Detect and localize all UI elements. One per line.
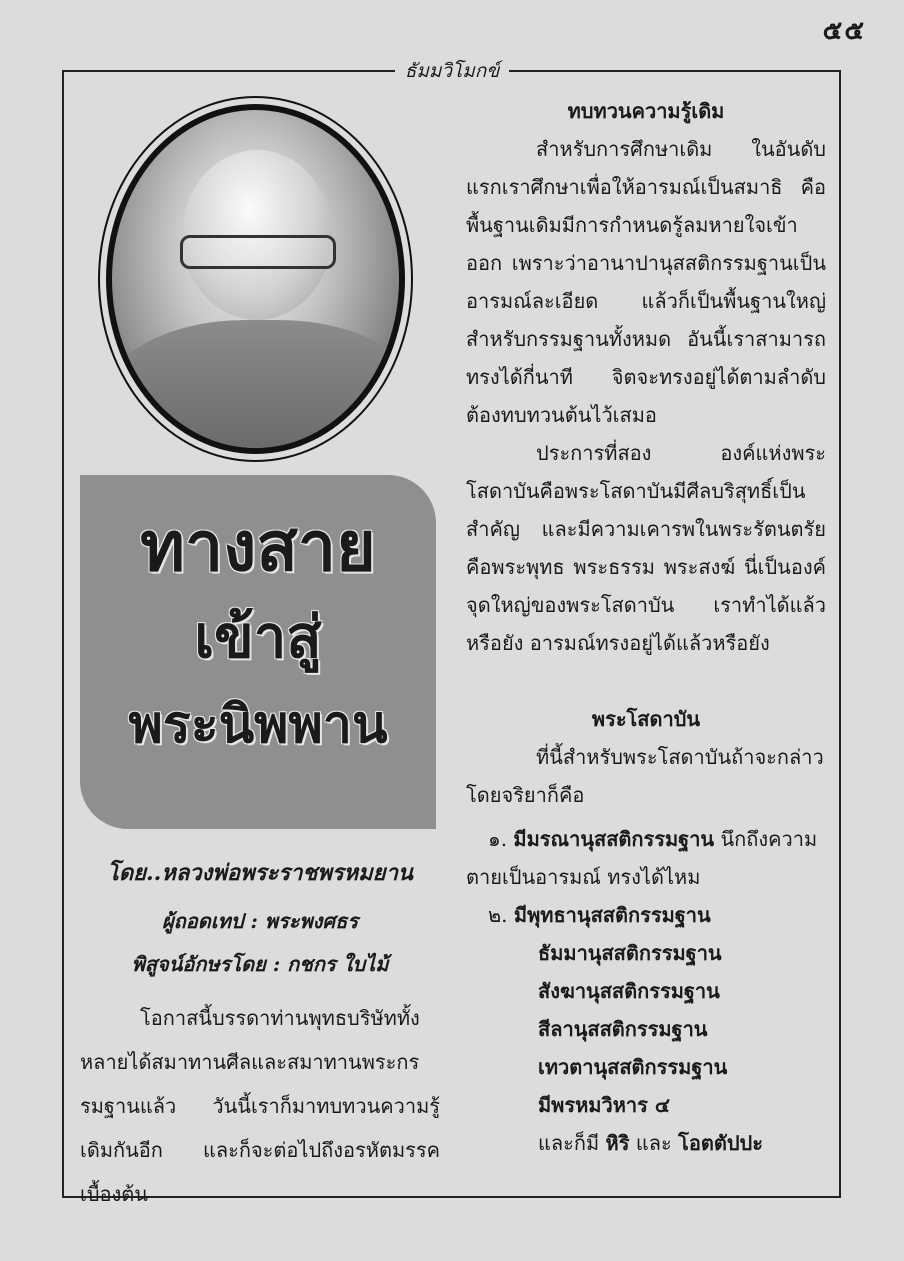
section-heading-sotapanna: พระโสดาบัน <box>591 707 701 731</box>
title-box <box>80 475 436 829</box>
list-item-1-number: ๑. <box>488 827 508 851</box>
paragraph-review-1: สำหรับการศึกษาเดิม ในอันดับแรกเราศึกษาเพื่อให้อารมณ์เป็นสมาธิ คือพื้นฐานเดิมมีการกำหนดรู้ลมหายใจเข้าออก เพราะว่าอานาปานุสสติกรรมฐานเป็นอารมณ์ละเอียด แล้วก็เป็นพื้นฐานใหญ่สำหรับกรรมฐานทั้งหมด อันนี้เราสามารถทรงได้กี่นาที จิตจะทรงอยู่ได้ตามลำดับ ต้องทบทวนต้นไว้เสมอ <box>466 137 826 427</box>
title-line-1: ทางสาย <box>140 508 376 587</box>
right-column <box>466 92 826 1162</box>
section-heading-review: ทบทวนความรู้เดิม <box>567 99 725 123</box>
list-item-2-line-1: มีพุทธานุสสติกรรมฐาน <box>513 903 711 927</box>
header-text: ธัมมวิโมกข์ <box>395 60 510 82</box>
proofreader-credit: พิสูจน์อักษรโดย : กชกร ใบไม้ <box>131 952 389 976</box>
closing-conjunction: และ <box>635 1131 672 1155</box>
paragraph-sotapanna-intro: ที่นี้สำหรับพระโสดาบันถ้าจะกล่าวโดยจริยาก็คือ <box>466 745 824 807</box>
transcriber-credit: ผู้ถอดเทป : พระพงศธร <box>161 909 359 933</box>
list-item-2-line-6: มีพรหมวิหาร ๔ <box>538 1093 670 1117</box>
list-item-1-text: นึกถึงความตายเป็นอารมณ์ ทรงได้ไหม <box>466 827 818 889</box>
list-item-2-line-3: สังฆานุสสติกรรมฐาน <box>538 979 720 1003</box>
closing-prefix: และก็มี <box>538 1131 600 1155</box>
list-item-2-line-4: สีลานุสสติกรรมฐาน <box>538 1017 708 1041</box>
list-item-2-line-5: เทวตานุสสติกรรมฐาน <box>538 1055 728 1079</box>
running-header <box>0 56 904 86</box>
closing-term-2: โอตตัปปะ <box>678 1131 763 1155</box>
title-line-2: เข้าสู่ <box>194 603 322 671</box>
title-line-3: พระนิพพาน <box>128 695 388 755</box>
list-item-1-title: มีมรณานุสสติกรรมฐาน <box>513 827 715 851</box>
closing-term-1: หิริ <box>605 1131 630 1155</box>
left-column-body <box>80 996 440 1216</box>
portrait-photo <box>98 96 413 462</box>
paragraph-review-2: ประการที่สอง องค์แห่งพระโสดาบันคือพระโสดาบันมีศีลบริสุทธิ์เป็นสำคัญ และมีความเคารพในพระรัตนตรัย คือพระพุทธ พระธรรม พระสงฆ์ นี่เป็นองค์จุดใหญ่ของพระโสดาบัน เราทำได้แล้วหรือยัง อารมณ์ทรงอยู่ได้แล้วหรือยัง <box>466 441 826 655</box>
author-credit: โดย..หลวงพ่อพระราชพรหมยาน <box>107 860 413 886</box>
portrait-image <box>106 104 405 454</box>
page-number: ๕๕ <box>822 16 866 46</box>
closing-line <box>466 1124 826 1162</box>
list-item-1 <box>466 820 826 896</box>
list-item-2 <box>466 896 826 934</box>
glasses-shape <box>180 235 336 269</box>
intro-paragraph: โอกาสนี้บรรดาท่านพุทธบริษัททั้งหลายได้สมาทานศีลและสมาทานพระกรรมฐานแล้ว วันนี้เราก็มาทบทวนความรู้เดิมกันอีก และก็จะต่อไปถึงอรหัตมรรคเบื้องต้น <box>80 1006 440 1206</box>
list-item-2-line-2: ธัมมานุสสติกรรมฐาน <box>538 941 722 965</box>
robe-shape <box>106 320 405 454</box>
list-item-2-number: ๒. <box>488 903 508 927</box>
